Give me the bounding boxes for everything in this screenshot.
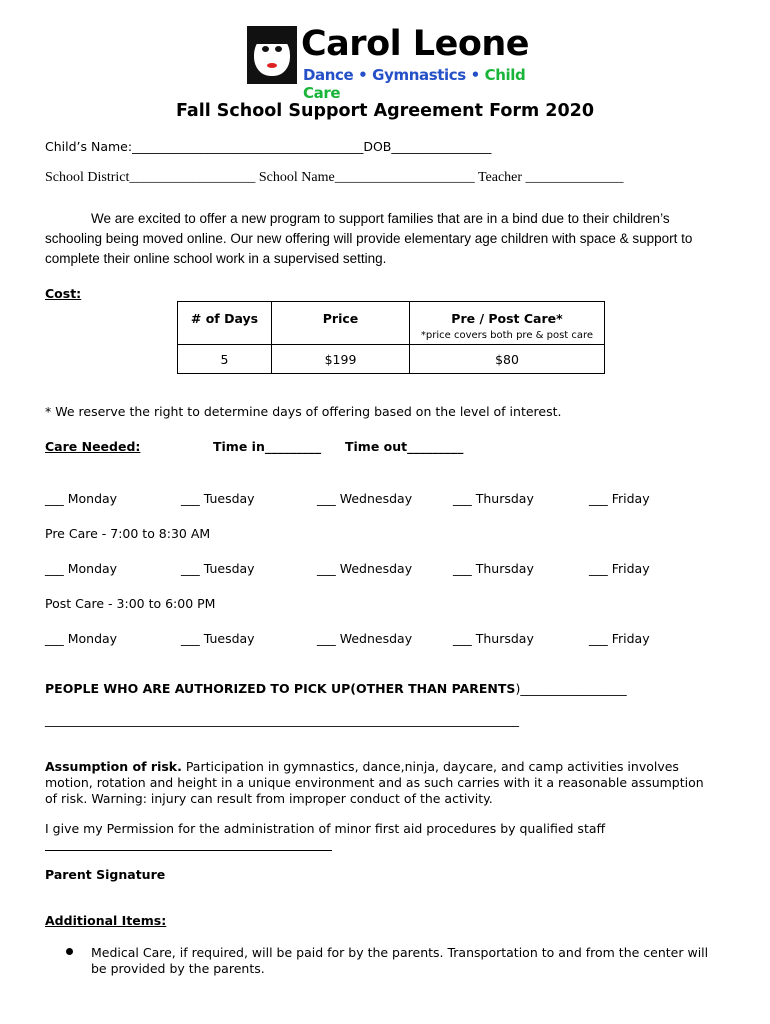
signature-line[interactable] [45, 850, 332, 851]
permission-text: I give my Permission for the administration of minor first aid procedures by qualified staff [45, 821, 606, 836]
post-care-friday[interactable]: ___ Friday [589, 631, 650, 646]
time-in-field[interactable]: Time in_________ [213, 439, 322, 454]
parent-signature-label: Parent Signature [45, 867, 166, 882]
post-care-thursday[interactable]: ___ Thursday [453, 631, 534, 646]
additional-item-line-2: be provided by the parents. [91, 961, 265, 976]
child-name-dob-field[interactable]: Child’s Name:_____________________________________DOB________________ [45, 139, 492, 154]
logo-tagline: Dance • Gymnastics • Child Care [303, 66, 526, 102]
additional-item-line-1: Medical Care, if required, will be paid for by the parents. Transportation to and from the center will [91, 945, 709, 960]
care-needed-label: Care Needed: [45, 439, 141, 454]
pickup-field-2[interactable]: _______________________________________________________________________________ [45, 713, 519, 727]
time-out-field[interactable]: Time out_________ [345, 439, 464, 454]
day-tuesday[interactable]: ___ Tuesday [181, 491, 255, 506]
form-title: Fall School Support Agreement Form 2020 [175, 101, 595, 121]
pickup-field-1[interactable]: _________________ [520, 681, 627, 696]
pre-care-label: Pre Care - 7:00 to 8:30 AM [45, 526, 211, 541]
header-price: Price [322, 311, 359, 326]
day-wednesday[interactable]: ___ Wednesday [317, 491, 413, 506]
intro-line-2: schooling being moved online. Our new offering will provide elementary age children with space & support to [45, 231, 693, 246]
intro-line-1: We are excited to offer a new program to support families that are in a bind due to their children’s [91, 211, 670, 226]
post-care-wednesday[interactable]: ___ Wednesday [317, 631, 413, 646]
reserve-note: * We reserve the right to determine days of offering based on the level of interest. [45, 404, 562, 419]
cost-table [177, 301, 605, 374]
pre-care-thursday[interactable]: ___ Thursday [453, 561, 534, 576]
pickup-label: PEOPLE WHO ARE AUTHORIZED TO PICK UP(OTHER THAN PARENTS [45, 681, 516, 696]
header-days: # of Days [190, 311, 259, 326]
pickup-line: PEOPLE WHO ARE AUTHORIZED TO PICK UP(OTHER THAN PARENTS)_________________ [45, 681, 627, 696]
post-care-monday[interactable]: ___ Monday [45, 631, 118, 646]
pre-care-wednesday[interactable]: ___ Wednesday [317, 561, 413, 576]
cell-days: 5 [178, 345, 272, 374]
day-monday[interactable]: ___ Monday [45, 491, 118, 506]
risk-line-2: motion, rotation and height in a unique environment and as such carries with it a reasonable assumption [45, 775, 704, 790]
intro-line-3: complete their online school work in a supervised setting. [45, 251, 387, 266]
day-thursday[interactable]: ___ Thursday [453, 491, 534, 506]
pre-care-monday[interactable]: ___ Monday [45, 561, 118, 576]
post-care-tuesday[interactable]: ___ Tuesday [181, 631, 255, 646]
cell-price: $199 [272, 345, 410, 374]
bullet-icon [66, 948, 73, 955]
cell-pre-post-care: $80 [410, 345, 605, 374]
additional-items-label: Additional Items: [45, 913, 167, 928]
price-note: *price covers both pre & post care [420, 330, 594, 341]
pre-care-friday[interactable]: ___ Friday [589, 561, 650, 576]
risk-heading: Assumption of risk. [45, 759, 182, 774]
risk-line-3: of risk. Warning: injury can result from improper conduct of the activity. [45, 791, 493, 806]
school-info-field[interactable]: School District__________________ School Name____________________ Teacher ______________ [45, 170, 624, 185]
carol-leone-logo [247, 24, 537, 102]
risk-line-1: Assumption of risk. Participation in gymnastics, dance,ninja, daycare, and camp activities involves [45, 759, 679, 774]
header-pre-post-care: Pre / Post Care* [451, 311, 563, 326]
cost-label: Cost: [45, 286, 82, 301]
day-friday[interactable]: ___ Friday [589, 491, 650, 506]
post-care-label: Post Care - 3:00 to 6:00 PM [45, 596, 216, 611]
dancer-face-logo-icon [247, 26, 297, 84]
pre-care-tuesday[interactable]: ___ Tuesday [181, 561, 255, 576]
logo-brand-name: Carol Leone [301, 24, 530, 64]
